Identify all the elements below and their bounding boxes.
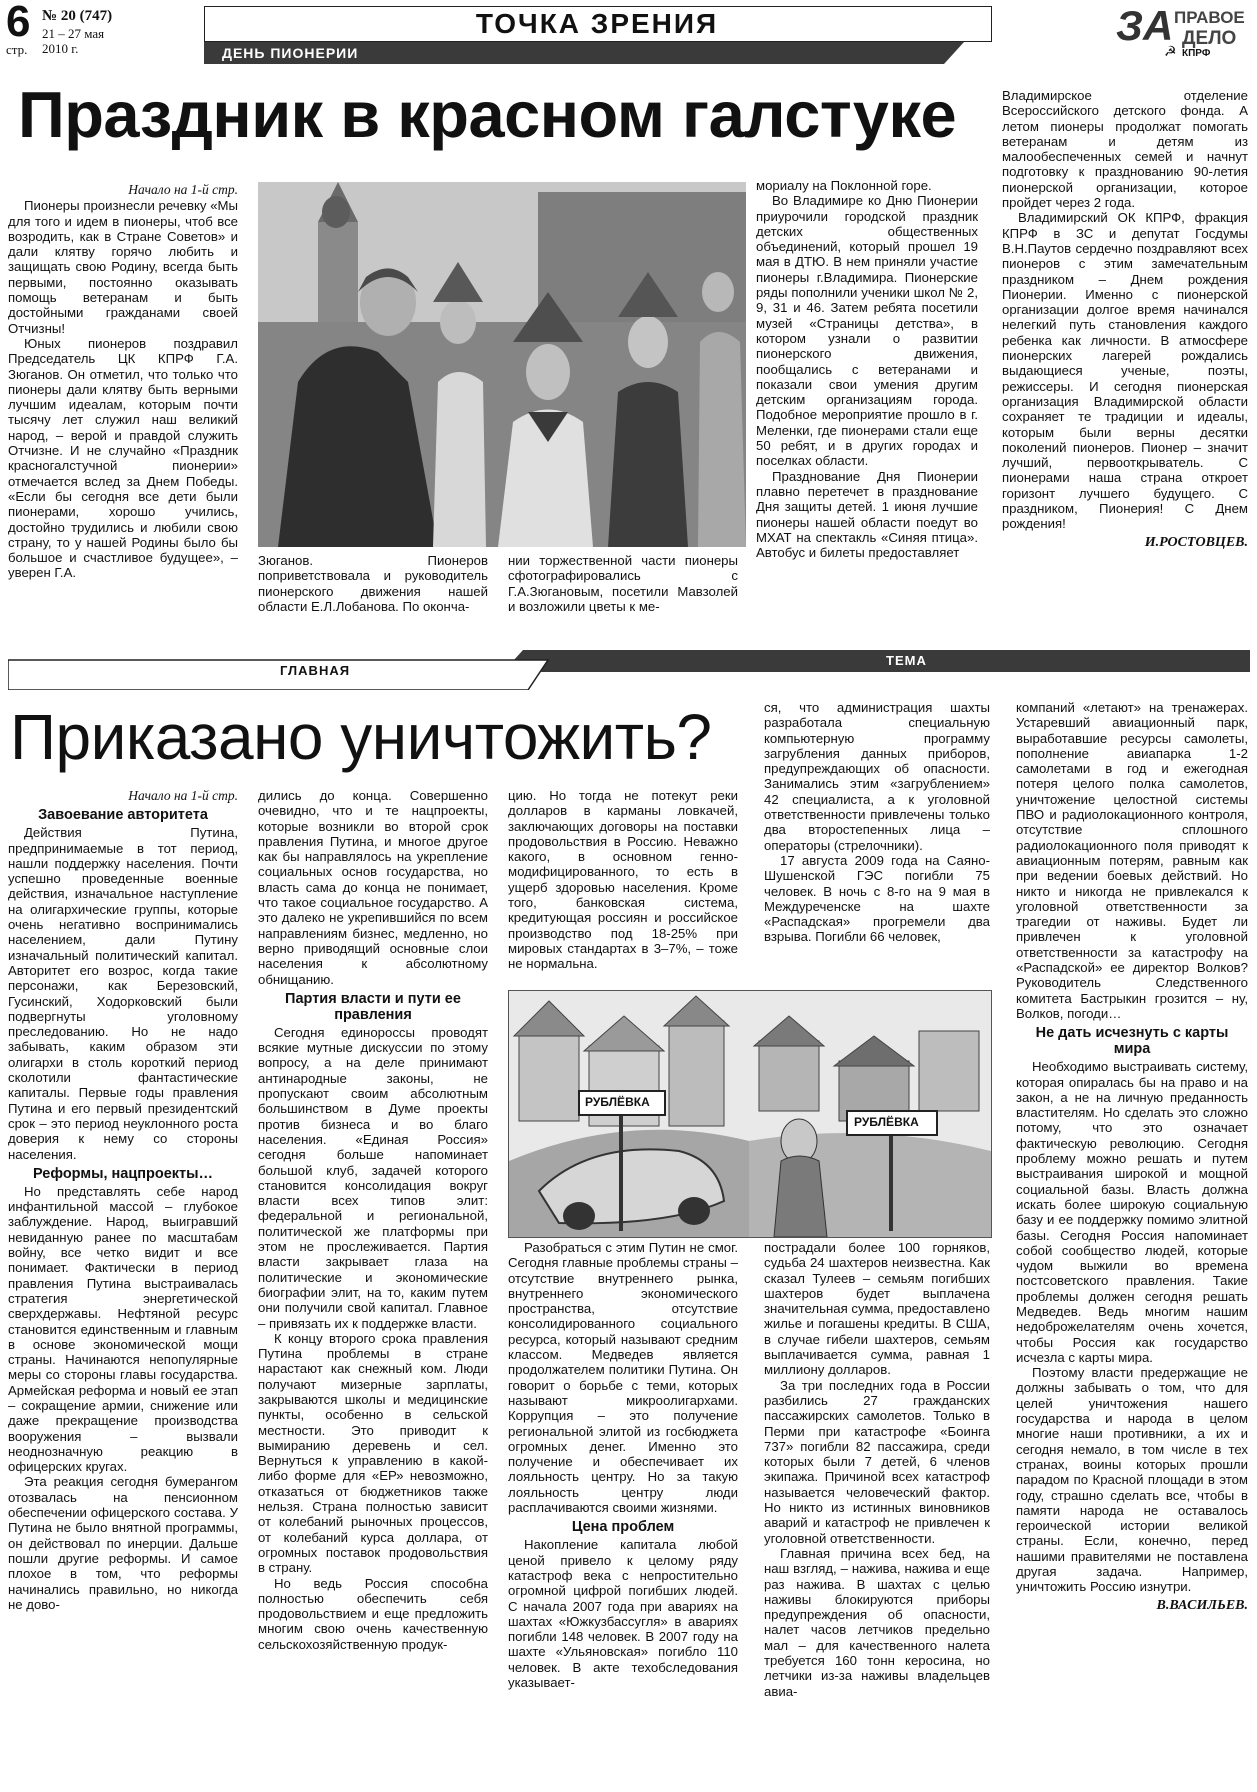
article2-column-1 [8,788,238,1788]
page-number: 6 [6,0,31,46]
logo-pravoe: ПРАВОЕ [1174,8,1245,27]
paragraph: За три последних года в России разбились 27 гражданских пассажирских самолетов. Только в Перми при катастрофе «Боинга 737» погибли 82 пассажира, среди которых были 7 детей, 6 членов экипажа. Причиной всех катастроф называется человеческий фактор. Но никто из истинных виновников аварий и катастроф не привлечен к уголовной ответственности. [764,1377,990,1546]
logo-za: ЗА [1116,2,1174,49]
paragraph: Эта реакция сегодня бумерангом отозвалась на пенсионном обеспечении офицерского состава. У Путина не было внятной программы, он действовал по инерции. Дальше пошли другие реформы. И самое плохое в том, что реформы начинались правильно, но никогда не дово- [8,1474,238,1612]
subheading: Реформы, нацпроекты… [32,1165,214,1182]
paragraph: дились до конца. Совершенно очевидно, что и те нацпроекты, которые возникли во второй срок правления Путина, и многое другое как бы направлялось на укрепление социальных основ государства, но власть сама до конца не понимает, что такое социальное государство. А это далеко не укрепившийся по всем направлениям бизнес, медленно, но верно приводящий основные слои населения к абсолютному обнищанию. [258,788,488,987]
subheading: Завоевание авторитета [38,807,208,824]
paragraph: Владимирское отделение Всероссийского детского фонда. А летом пионеры продолжат помогать ветеранам и детям из малообеспеченных семей и начнут подготовку к празднованию 90-летия пионерской организации, которое пройдет через 2 года. [1002,88,1248,211]
subsection-label: ДЕНЬ ПИОНЕРИИ [222,45,359,61]
subheading: Не дать исчезнуть с карты мира [1035,1025,1229,1058]
paragraph: мориалу на Поклонной горе. [756,178,932,193]
article1-column-3 [508,553,738,631]
paragraph: Празднование Дня Пионерии плавно перетечет в празднование Дня защиты детей. 1 июня лучшие пионеры нашей области поедут во МХАТ на спектакль «Синяя птица». Автобус и билеты предоставляет [756,468,978,561]
article1-title: Праздник в красном галстуке [18,78,957,151]
paragraph: Сегодня единороссы проводят всякие мутные дискуссии по этому вопросу, а на деле принимают антинародные законы, не пропускают своим абсолютным большинством в Думе проекты против бизнеса и во благо населения. «Единая Россия» сегодня больше напоминает большой клуб, задачей которого становится консолидация вокруг власти всех типов элит: федеральной и региональной, политической же платформы при этом не прослеживается. Партия власти закрывает глаза на политические и экономические биографии элит, на то, каким путем они получили свой капитал. Главное – привязать их к поддержке власти. [258,1024,488,1331]
paragraph: Но ведь Россия способна полностью обеспечить себя продовольствием и еще предложить многим свою очень качественную сельскохозяйственную продук- [258,1575,488,1652]
cartoon-sign-left: РУБЛЁВКА [585,1095,650,1109]
article2-column-3-top [508,788,738,986]
article1-column-4 [756,178,978,630]
article2-column-5 [1016,700,1248,1788]
author-signature: В.ВАСИЛЬЕВ. [1156,1597,1248,1613]
page-abbr: стр. [6,42,28,57]
paragraph: нии торжественной части пионеры сфотографировались с Г.А.Зюгановым, посетили Мавзолей и возложили цветы к ме- [508,553,738,614]
paragraph: Юных пионеров поздравил Председатель ЦК КПРФ Г.А. Зюганов. Он отметил, что только что пионеры дали клятву быть верными лучшим идеалам, которым почти тысячу лет служил наш великий народ, – верой и правдой служить Отчизне. И не случайно «Праздник красногалстучной пионерии» отмечается вслед за Днем Победы. «Если бы сегодня все дети были пионерами, хорошо учились, достойно трудились и любили свою страну, то у нашей Родины было бы большое и счастливое будущее», – уверен Г.А. [8,335,238,581]
paragraph: Во Владимире ко Дню Пионерии приурочили городской праздник детских общественных объединений, который прошел 19 мая в ДТЮ. В нем приняли участие пионеры г.Владимира. Пионерские ряды пополнили ученики школ № 2, 9, 31 и 46. Затем ребята посетили музей «Страницы детства», в котором узнали о развитии пионерского движения, пообщались с ветеранами и показали свои умения другим детским организациям города. Подобное мероприятие прошло в г. Меленки, где пионерами стали еще 50 ребят, и в других городах и поселках области. [756,193,978,469]
paragraph: цию. Но тогда не потекут реки долларов в карманы ловкачей, заключающих договоры на поставки продовольствия в Россию. Неважно какого, в основном генно-модифицированного, то есть в ущерб здоровью населения. Кроме того, банковская система, кредитующая россиян и российское производство под 18-25% при мировых стандартах в 3–7%, – тоже не нормальна. [508,788,738,972]
paragraph: К концу второго срока правления Путина проблемы в стране нарастают как снежный ком. Люди получают мизерные зарплаты, закрываются школы и медицинские пункты, особенно в сельской местности. Это приводит к вымиранию деревень и сел. Вернуться к управлению в какой-либо форме для «ЕР» невозможно, отказаться от бюджетников также нельзя. Страна полностью зависит от колебаний рыночных процессов, от колебаний курса доллара, от огромных поставок продовольствия в страну. [258,1330,488,1576]
article2-title: Приказано уничтожить? [10,701,712,773]
paragraph: пострадали более 100 горняков, судьба 24 шахтеров неизвестна. Как сказал Тулеев – семьям погибших шахтеров будет выплачена значительная сумма, предоставлено жилье и погашены кредиты. В США, в случае гибели шахтеров, семьям выплачивается сумма, равная 1 миллиону долларов. [764,1240,990,1378]
subheading: Партия власти и пути ее правления [285,990,461,1023]
paragraph: Действия Путина, предпринимаемые в тот период, нашли поддержку населения. Почти успешно проведенные военные действия, изначальное наступление на олигархические группы, которые очень негативно воспринимались населением, дали Путину изначальный политический капитал. Авторитет его возрос, когда такие персонажи, как Березовский, Гусинский, Ходорковский были подвергнуты уголовному преследованию. Но не надо забывать, каким образом эти олигархи в столь короткий период сколотили фантастические капиталы. Первые годы правления Путина и его первый президентский срок – это период неуклонного роста доверия к нему со стороны населения. [8,825,238,1162]
paragraph: Накопление капитала любой ценой привело к целому ряду катастроф века с непростительно огромной цифрой погибших людей. С начала 2007 года при авариях на шахтах «Южкузбассугля» в авариях погибли 148 человек. В 2007 году на шахте «Ульяновская» погибло 110 человек. В акте техобследования указывает- [508,1537,738,1691]
rublevka-cartoon [508,990,992,1238]
subheading: Цена проблем [571,1519,675,1536]
article2-column-3-bottom [508,1240,738,1788]
paragraph: Поэтому власти предержащие не должны забывать о том, что для целей уничтожения нашего государства и народа в целом многие наши противники, а их и сегодня немало, в том числе в тех странах, воины которых прошли парадом по Красной площади в этом году, страшно сделать все, чтобы в памяти народа не оставалось героической истории великой страны. Если, конечно, перед нашими правителями не поставлена другая задача. Например, уничтожить Россию изнутри. [1016,1365,1248,1595]
paragraph: ся, что администрация шахты разработала специальную компьютерную программу загрубления данных приборов, предупреждающих об опасности. Занимались этим «загрублением» 42 специалиста, а к уголовной ответственности привлечены только два второстепенных лица – операторы (стрелочники). [764,700,990,853]
paragraph: Пионеры произнесли речевку «Мы для того и идем в пионеры, чтоб все возродить, как в Стране Советов» и дали клятву горячо любить и защищать свою Родину, всегда быть первыми, постоянно оказывать помощь ветеранам и быть достойными гражданами своей Отчизны! [8,198,238,336]
article1-column-5 [1002,88,1248,633]
newspaper-logo [1116,4,1252,66]
article2-column-4-top [764,700,990,987]
section-title: ТОЧКА ЗРЕНИЯ [475,8,719,39]
divider-label-left: ГЛАВНАЯ [280,663,351,678]
logo-party: КПРФ [1182,48,1211,59]
paragraph: компаний «летают» на тренажерах. Устаревший авиационный парк, выработавшие ресурсы самолеты, пополнение авиапарка 1-2 самолетами в год и ежегодная потеря целого полка самолетов, уничтожение целостной системы ПВО и радиолокационного контроля, отсутствие сплошного радиолокационного поля приводят к авиационным потерям, равным как при ведении боевых действий. Но никто и никогда не привлекался к уголовной ответственности за трагедии от наживы. Будет ли привлечен к уголовной ответственности за катастрофу на «Распадской» ее директор Волков? Руководитель Следственного комитета Бастрыкин грозится – ну, Волков, погоди… [1016,700,1248,1021]
article2-column-2 [258,788,488,1788]
article1-column-1 [8,182,238,630]
issue-dates: 21 – 27 мая [42,26,105,41]
pioneers-photo [258,182,746,547]
paragraph: Владимирский ОК КПРФ, фракция КПРФ в ЗС и депутат Госдумы В.Н.Паутов сердечно поздравляют всех пионеров с этим замечательным праздником – Днем рождения Пионерии. Именно с пионерской организации долгое время начинался нелегкий путь становления каждого ребенка как личности. В атмосфере пионерских лагерей рождались выдающиеся ученые, поэты, режиссеры. И сегодня пионерская организация Владимирской области сохраняет те традиции и идеалы, которым были верны десятки поколений пионеров. Пионер – значит лучший, первооткрыватель. С пионерами наша страна откроет горизонт лучшего будущего. С праздником, Пионерия! С Днем рождения! [1002,210,1248,532]
logo-delo: ДЕЛО [1182,28,1237,49]
cartoon-sign-right: РУБЛЁВКА [854,1115,919,1129]
paragraph: Необходимо выстраивать систему, которая опиралась бы на право и на закон, а не на личную преданность властителям. Но сделать это сложно потому, что это означает фактическую революцию. Сегодня проблему можно решать и путем выстраивания широкой и мощной социальной базы. Власть должна искать более широкую социальную базу и ее поддержку помимо элитной базы. Сегодня Россия напоминает собой сообщество людей, которые чудом выжили во времена постсоветского правления. Такие проблемы должен сегодня решать Медведев. Ведь многим нашим недоброжелателям очень хочется, чтобы Россия как государство исчезла с карты мира. [1016,1059,1248,1365]
continuation-note: Начало на 1-й стр. [128,182,238,197]
paragraph: 17 августа 2009 года на Саяно-Шушенской ГЭС погибли 75 человек. В ночь с 8-го на 9 мая в Междуреченске на шахте «Распадская» прогремели два взрыва. Погибли 66 человек, [764,852,990,945]
paragraph: Но представлять себе народ инфантильной массой – глубокое заблуждение. Народ, выигравший невиданную ранее по масштабам войну, все четко видит и все понимает. Фактически в период правления Путина выстраивалась стратегия энергетической сверхдержавы. Нефтяной ресурс становится единственным и главным в основе экономической мощи страны. Начинаются непопулярные меры со стороны главы государства. Армейская реформа и новый ее этап – сокращение армии, снижение или даже прекращение производства вооружения – вызвали неоднозначную реакцию в офицерских кругах. [8,1183,238,1475]
paragraph: Разобраться с этим Путин не смог. Сегодня главные проблемы страны – отсутствие внутреннего рынка, внутреннего экономического пространства, отсутствие консолидированного социального ресурса, который называют средним классом. Медведев является продолжателем политики Путина. Он говорит о борьбе с теми, которых называют микроолигархами. Коррупция – это получение региональной элитой из госбюджета огромных денег. Именно это получение и обеспечивает их лояльность центру. Но за такую лояльность центру люди расплачиваются своими жизнями. [508,1240,738,1516]
divider-label-right: ТЕМА [886,653,927,668]
hammer-sickle-icon: ☭ [1164,45,1177,60]
continuation-note: Начало на 1-й стр. [128,788,238,803]
issue-year: 2010 г. [42,41,79,56]
author-signature: И.РОСТОВЦЕВ. [1144,534,1248,550]
issue-number: № 20 (747) [42,8,113,24]
article1-column-2 [258,553,488,631]
paragraph: Главная причина всех бед, на наш взгляд, – нажива, нажива и еще раз нажива. В шахтах с целью наживы блокируются приборы предупреждения об опасности, налет часов летчиков предельно мал – для качественного налета требуется 160 тонн керосина, но летчики из-за наживы владельцев авиа- [764,1545,990,1699]
section-divider [8,650,1250,690]
article2-column-4-bottom [764,1240,990,1788]
paragraph: Зюганов. Пионеров поприветствовала и руководитель пионерского движения нашей области Е.Л.Лобанова. По оконча- [258,553,488,614]
